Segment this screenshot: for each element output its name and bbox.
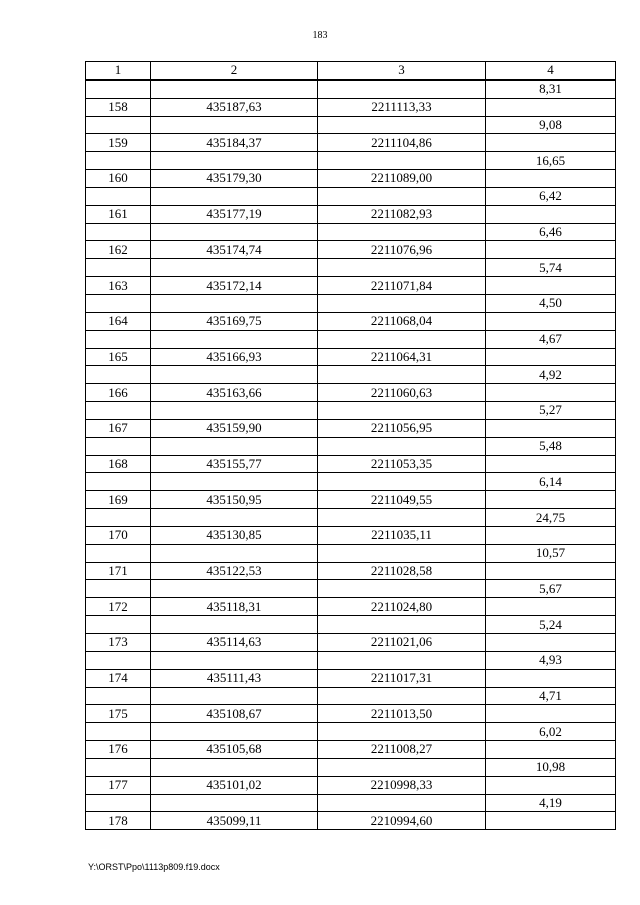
table-cell-col-2: 435111,43 <box>151 669 318 687</box>
table-row <box>86 544 616 562</box>
table-cell-col-1 <box>86 687 151 705</box>
table-row <box>86 616 616 634</box>
table-cell-col-2 <box>151 723 318 741</box>
table-cell-col-4: 4,67 <box>486 330 616 348</box>
table-row <box>86 312 616 330</box>
table-row <box>86 812 616 830</box>
table-cell-col-2: 435179,30 <box>151 170 318 188</box>
table-cell-col-2 <box>151 509 318 527</box>
table-row <box>86 80 616 98</box>
table-row <box>86 687 616 705</box>
table-cell-col-3 <box>318 152 486 170</box>
table-cell-col-4: 8,31 <box>486 80 616 98</box>
table-row <box>86 170 616 188</box>
table-cell-col-2: 435184,37 <box>151 134 318 152</box>
table-row <box>86 348 616 366</box>
table-cell-col-2 <box>151 330 318 348</box>
table-cell-col-3 <box>318 223 486 241</box>
table-cell-col-1: 162 <box>86 241 151 259</box>
table-cell-col-2 <box>151 473 318 491</box>
table-cell-col-2: 435099,11 <box>151 812 318 830</box>
table-row <box>86 330 616 348</box>
table-cell-col-3 <box>318 509 486 527</box>
table-cell-col-3: 2211053,35 <box>318 455 486 473</box>
table-cell-col-4: 5,27 <box>486 402 616 420</box>
table-cell-col-2 <box>151 116 318 134</box>
table-cell-col-2 <box>151 259 318 277</box>
column-header-4: 4 <box>486 62 616 80</box>
table-cell-col-1: 175 <box>86 705 151 723</box>
table-cell-col-2 <box>151 294 318 312</box>
table-row <box>86 580 616 598</box>
table-cell-col-2 <box>151 223 318 241</box>
table-cell-col-3 <box>318 330 486 348</box>
table-cell-col-3: 2211021,06 <box>318 634 486 652</box>
table-row <box>86 116 616 134</box>
table-cell-col-4 <box>486 241 616 259</box>
table-row <box>86 98 616 116</box>
table-cell-col-4 <box>486 134 616 152</box>
table-row <box>86 741 616 759</box>
table-cell-col-1 <box>86 473 151 491</box>
table-row <box>86 705 616 723</box>
table-cell-col-1: 158 <box>86 98 151 116</box>
table-cell-col-4: 4,92 <box>486 366 616 384</box>
table-cell-col-2: 435101,02 <box>151 776 318 794</box>
table-cell-col-3 <box>318 259 486 277</box>
table-cell-col-2 <box>151 437 318 455</box>
table-cell-col-4 <box>486 419 616 437</box>
table-cell-col-2: 435114,63 <box>151 634 318 652</box>
table-cell-col-3 <box>318 758 486 776</box>
table-row <box>86 491 616 509</box>
table-cell-col-2 <box>151 80 318 98</box>
table-cell-col-1 <box>86 580 151 598</box>
table-cell-col-1: 159 <box>86 134 151 152</box>
table-cell-col-1 <box>86 223 151 241</box>
table-cell-col-1: 163 <box>86 277 151 295</box>
table-cell-col-3 <box>318 580 486 598</box>
table-cell-col-2 <box>151 687 318 705</box>
table-cell-col-3: 2210998,33 <box>318 776 486 794</box>
table-row <box>86 259 616 277</box>
table-cell-col-2: 435155,77 <box>151 455 318 473</box>
table-cell-col-3: 2211071,84 <box>318 277 486 295</box>
table-cell-col-1 <box>86 152 151 170</box>
table-cell-col-2: 435159,90 <box>151 419 318 437</box>
table-cell-col-2: 435118,31 <box>151 598 318 616</box>
table-cell-col-3: 2211104,86 <box>318 134 486 152</box>
table-cell-col-3 <box>318 366 486 384</box>
table-cell-col-2 <box>151 794 318 812</box>
table-cell-col-1: 166 <box>86 384 151 402</box>
table-cell-col-2 <box>151 366 318 384</box>
table-cell-col-4: 6,02 <box>486 723 616 741</box>
table-cell-col-3: 2211049,55 <box>318 491 486 509</box>
table-row <box>86 562 616 580</box>
table-cell-col-1 <box>86 294 151 312</box>
table-cell-col-1 <box>86 544 151 562</box>
table-cell-col-2: 435172,14 <box>151 277 318 295</box>
table-cell-col-4: 4,50 <box>486 294 616 312</box>
table-cell-col-3: 2211017,31 <box>318 669 486 687</box>
table-cell-col-2: 435187,63 <box>151 98 318 116</box>
table-cell-col-1 <box>86 116 151 134</box>
table-row <box>86 455 616 473</box>
table-header-row <box>86 62 616 80</box>
table-row <box>86 758 616 776</box>
table-cell-col-3: 2211056,95 <box>318 419 486 437</box>
table-row <box>86 152 616 170</box>
coordinates-table <box>85 61 616 830</box>
table-cell-col-1 <box>86 758 151 776</box>
table-row <box>86 223 616 241</box>
table-cell-col-4 <box>486 312 616 330</box>
table-row <box>86 384 616 402</box>
table-cell-col-2 <box>151 152 318 170</box>
table-cell-col-1 <box>86 187 151 205</box>
table-cell-col-1: 167 <box>86 419 151 437</box>
table-cell-col-3 <box>318 794 486 812</box>
table-row <box>86 134 616 152</box>
table-cell-col-4 <box>486 455 616 473</box>
table-cell-col-3: 2211028,58 <box>318 562 486 580</box>
table-cell-col-3: 2211076,96 <box>318 241 486 259</box>
table-cell-col-4: 16,65 <box>486 152 616 170</box>
table-cell-col-1: 169 <box>86 491 151 509</box>
table-cell-col-1 <box>86 509 151 527</box>
table-cell-col-1: 173 <box>86 634 151 652</box>
table-row <box>86 526 616 544</box>
table-row <box>86 669 616 687</box>
table-cell-col-4 <box>486 491 616 509</box>
table-row <box>86 651 616 669</box>
table-row <box>86 723 616 741</box>
table-cell-col-4: 6,14 <box>486 473 616 491</box>
table-cell-col-1: 170 <box>86 526 151 544</box>
table-cell-col-1: 161 <box>86 205 151 223</box>
table-cell-col-3 <box>318 116 486 134</box>
table-cell-col-2 <box>151 544 318 562</box>
page-number: 183 <box>312 30 328 41</box>
table-cell-col-3: 2211089,00 <box>318 170 486 188</box>
table-cell-col-3: 2211035,11 <box>318 526 486 544</box>
table-cell-col-2: 435150,95 <box>151 491 318 509</box>
table-row <box>86 294 616 312</box>
table-row <box>86 419 616 437</box>
table-cell-col-2: 435108,67 <box>151 705 318 723</box>
table-cell-col-2: 435130,85 <box>151 526 318 544</box>
table-cell-col-2: 435174,74 <box>151 241 318 259</box>
column-header-2: 2 <box>151 62 318 80</box>
table-row <box>86 205 616 223</box>
table-cell-col-2: 435177,19 <box>151 205 318 223</box>
table-cell-col-4 <box>486 277 616 295</box>
table-row <box>86 277 616 295</box>
table-cell-col-1 <box>86 616 151 634</box>
table-cell-col-1 <box>86 330 151 348</box>
table-row <box>86 776 616 794</box>
table-cell-col-3 <box>318 80 486 98</box>
table-cell-col-4 <box>486 669 616 687</box>
table-cell-col-3 <box>318 473 486 491</box>
table-cell-col-1: 178 <box>86 812 151 830</box>
table-cell-col-4 <box>486 776 616 794</box>
table-cell-col-2: 435166,93 <box>151 348 318 366</box>
table-cell-col-1: 160 <box>86 170 151 188</box>
table-cell-col-3: 2211008,27 <box>318 741 486 759</box>
table-cell-col-3 <box>318 187 486 205</box>
table-cell-col-1 <box>86 723 151 741</box>
table-cell-col-4 <box>486 348 616 366</box>
table-cell-col-1: 171 <box>86 562 151 580</box>
table-cell-col-4: 5,67 <box>486 580 616 598</box>
table-cell-col-3: 2211013,50 <box>318 705 486 723</box>
table-cell-col-1: 168 <box>86 455 151 473</box>
table-cell-col-4 <box>486 812 616 830</box>
column-header-3: 3 <box>318 62 486 80</box>
table-cell-col-2 <box>151 616 318 634</box>
table-cell-col-3 <box>318 616 486 634</box>
table-row <box>86 634 616 652</box>
table-row <box>86 366 616 384</box>
table-cell-col-1: 172 <box>86 598 151 616</box>
table-cell-col-1: 176 <box>86 741 151 759</box>
table-cell-col-3 <box>318 294 486 312</box>
table-cell-col-1 <box>86 794 151 812</box>
table-cell-col-4: 24,75 <box>486 509 616 527</box>
table-cell-col-3: 2211082,93 <box>318 205 486 223</box>
table-row <box>86 473 616 491</box>
table-cell-col-4 <box>486 205 616 223</box>
table-cell-col-4: 6,42 <box>486 187 616 205</box>
table-cell-col-4: 10,57 <box>486 544 616 562</box>
table-cell-col-4 <box>486 562 616 580</box>
table-cell-col-4: 6,46 <box>486 223 616 241</box>
table-cell-col-4: 4,71 <box>486 687 616 705</box>
table-row <box>86 794 616 812</box>
table-cell-col-2: 435163,66 <box>151 384 318 402</box>
table-cell-col-3 <box>318 544 486 562</box>
table-cell-col-3: 2211064,31 <box>318 348 486 366</box>
table-row <box>86 598 616 616</box>
table-cell-col-4: 5,24 <box>486 616 616 634</box>
table-row <box>86 402 616 420</box>
table-row <box>86 437 616 455</box>
table-cell-col-4 <box>486 526 616 544</box>
table-cell-col-2 <box>151 651 318 669</box>
table-row <box>86 509 616 527</box>
table-cell-col-4: 4,19 <box>486 794 616 812</box>
table-cell-col-2: 435122,53 <box>151 562 318 580</box>
table-cell-col-3: 2211068,04 <box>318 312 486 330</box>
table-cell-col-4: 4,93 <box>486 651 616 669</box>
table-cell-col-3 <box>318 402 486 420</box>
table-cell-col-4 <box>486 634 616 652</box>
table-cell-col-4 <box>486 384 616 402</box>
table-cell-col-3: 2211113,33 <box>318 98 486 116</box>
table-cell-col-3 <box>318 723 486 741</box>
table-cell-col-4 <box>486 598 616 616</box>
table-cell-col-1 <box>86 402 151 420</box>
table-cell-col-4 <box>486 170 616 188</box>
table-cell-col-4 <box>486 705 616 723</box>
table-cell-col-4: 5,48 <box>486 437 616 455</box>
table-cell-col-2: 435105,68 <box>151 741 318 759</box>
table-cell-col-3: 2211060,63 <box>318 384 486 402</box>
table-cell-col-3: 2211024,80 <box>318 598 486 616</box>
table-cell-col-4: 5,74 <box>486 259 616 277</box>
table-cell-col-1: 177 <box>86 776 151 794</box>
table-cell-col-1 <box>86 437 151 455</box>
footer-file-path: Y:\ORST\Ppo\1113p809.f19.docx <box>88 862 220 872</box>
column-header-1: 1 <box>86 62 151 80</box>
table-cell-col-2 <box>151 187 318 205</box>
table-cell-col-2: 435169,75 <box>151 312 318 330</box>
table-cell-col-2 <box>151 402 318 420</box>
table-cell-col-2 <box>151 580 318 598</box>
table-cell-col-1: 165 <box>86 348 151 366</box>
table-cell-col-3: 2210994,60 <box>318 812 486 830</box>
table-row <box>86 187 616 205</box>
table-cell-col-1 <box>86 651 151 669</box>
table-cell-col-4: 10,98 <box>486 758 616 776</box>
table-cell-col-4 <box>486 98 616 116</box>
table-row <box>86 241 616 259</box>
table-body <box>86 80 616 830</box>
table-cell-col-3 <box>318 651 486 669</box>
table-cell-col-3 <box>318 687 486 705</box>
table-cell-col-1 <box>86 259 151 277</box>
table-cell-col-3 <box>318 437 486 455</box>
table-cell-col-4 <box>486 741 616 759</box>
table-cell-col-1 <box>86 366 151 384</box>
table-cell-col-2 <box>151 758 318 776</box>
table-cell-col-4: 9,08 <box>486 116 616 134</box>
table-cell-col-1: 164 <box>86 312 151 330</box>
table-cell-col-1 <box>86 80 151 98</box>
table-cell-col-1: 174 <box>86 669 151 687</box>
